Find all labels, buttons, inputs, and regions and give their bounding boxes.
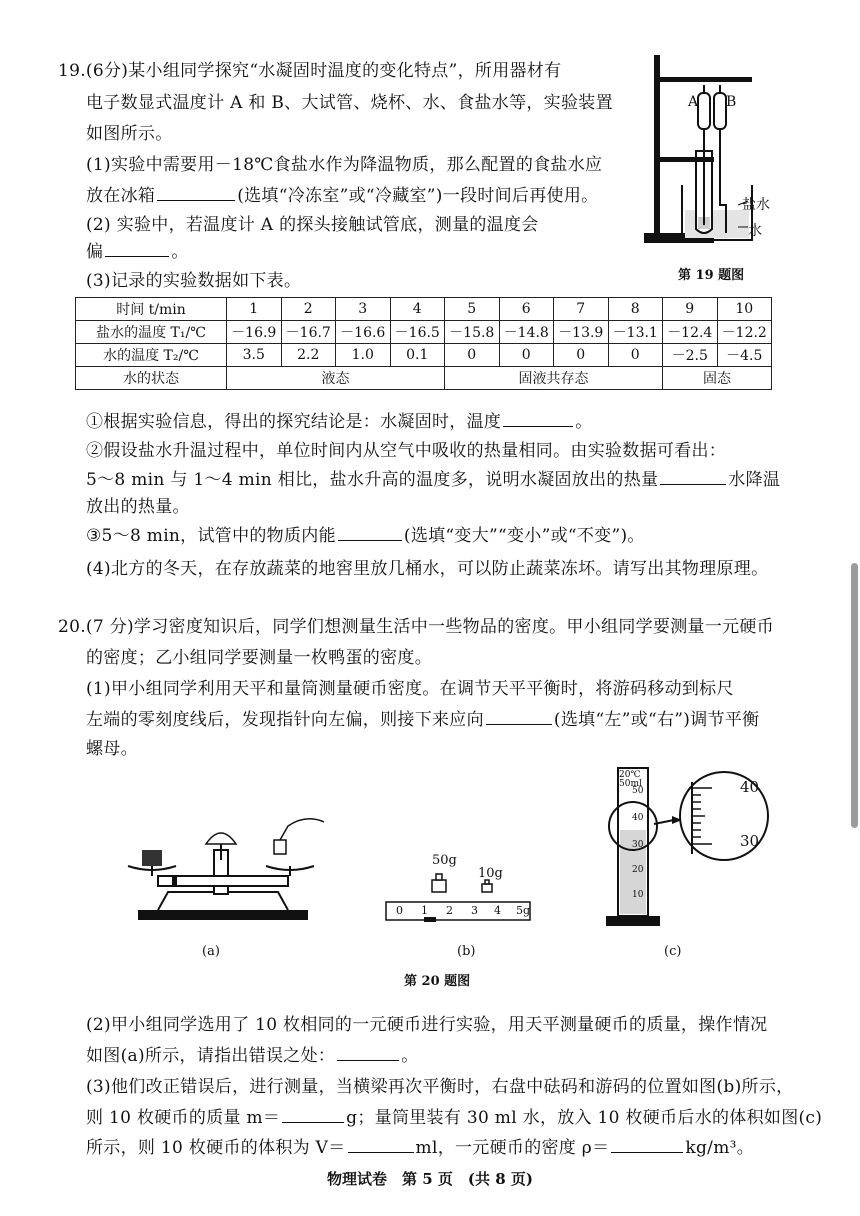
text: kg/m³。 <box>685 1138 755 1158</box>
figure-c-label: (c) <box>664 944 682 959</box>
table-cell: －4.5 <box>717 344 772 367</box>
cylinder-tick: 30 <box>632 840 644 850</box>
q19-line-2: 电子数显式温度计 A 和 B、大试管、烧杯、水、食盐水等，实验装置 <box>86 93 613 113</box>
table-cell: －13.1 <box>608 321 663 344</box>
answer-blank[interactable] <box>337 1042 399 1061</box>
water-label: 水 <box>748 223 762 239</box>
q19-part4-line: (4)北方的冬天，在存放蔬菜的地窖里放几桶水，可以防止蔬菜冻坏。请写出其物理原理。 <box>86 559 769 579</box>
text: ①根据实验信息，得出的探究结论是：水凝固时，温度 <box>86 412 502 432</box>
table-cell: 盐水的温度 T₁/℃ <box>76 321 227 344</box>
table-cell: －16.5 <box>390 321 445 344</box>
table-cell: －13.9 <box>554 321 609 344</box>
table-cell: 2.2 <box>281 344 336 367</box>
cylinder-tick: 20 <box>632 865 644 875</box>
table-cell: 10 <box>717 298 772 321</box>
q19-conclusion-3 <box>86 522 645 549</box>
q20-intro-b: 的密度；乙小组同学要测量一枚鸭蛋的密度。 <box>86 648 432 668</box>
figure-b-label: (b) <box>457 944 476 959</box>
scrollbar-thumb[interactable] <box>851 563 858 828</box>
table-cell: 0 <box>445 344 500 367</box>
text: 水降温 <box>728 470 781 490</box>
q19-conclusion-2c: 放出的热量。 <box>86 497 190 517</box>
scale-tick: 2 <box>446 904 453 917</box>
q19-conclusion-2b <box>86 466 780 493</box>
q19-part1-line-b <box>86 182 598 209</box>
table-cell: 6 <box>499 298 554 321</box>
table-cell: －12.2 <box>717 321 772 344</box>
text: 所示，则 10 枚硬币的体积为 V＝ <box>86 1138 346 1158</box>
rider-scale-figure <box>384 854 534 926</box>
data-table <box>75 297 772 390</box>
table-cell: 时间 t/min <box>76 298 227 321</box>
q19-part2-line-a: (2) 实验中，若温度计 A 的探头接触试管底，测量的温度会 <box>86 215 539 235</box>
brine-label: 盐水 <box>742 197 770 213</box>
q19-conclusion-1 <box>86 408 593 435</box>
text: 则 10 枚硬币的质量 m＝ <box>86 1108 281 1128</box>
scale-tick: 0 <box>396 904 403 917</box>
text: 5～8 min 与 1～4 min 相比，盐水升高的温度多，说明水凝固放出的热量 <box>86 470 659 490</box>
cylinder-tick: 10 <box>632 890 644 900</box>
table-row <box>76 298 772 321</box>
table-cell: 水的状态 <box>76 367 227 390</box>
table-cell: 0 <box>499 344 554 367</box>
answer-blank[interactable] <box>282 1104 344 1123</box>
q19-line-3: 如图所示。 <box>86 124 173 144</box>
q19-part1-line-a: (1)实验中需要用－18℃食盐水作为降温物质，那么配置的食盐水应 <box>86 155 603 175</box>
text: (选填“冷冻室”或“冷藏室”)一段时间后再使用。 <box>237 186 599 206</box>
table-cell: 0 <box>608 344 663 367</box>
text: 。 <box>575 412 593 432</box>
q19-part3-line: (3)记录的实验数据如下表。 <box>86 271 302 291</box>
answer-blank[interactable] <box>105 238 169 257</box>
balance-figure <box>128 800 328 925</box>
answer-blank[interactable] <box>486 706 552 725</box>
text: 如图(a)所示，请指出错误之处： <box>86 1046 336 1066</box>
table-row <box>76 344 772 367</box>
weight-50g-label: 50g <box>432 853 457 868</box>
table-cell: 3.5 <box>227 344 282 367</box>
answer-blank[interactable] <box>660 466 726 485</box>
thermometer-a-label: A <box>688 94 699 110</box>
cylinder-temp-label: 20℃ <box>619 770 641 780</box>
figure-20-caption: 第 20 题图 <box>404 974 471 989</box>
table-cell: 8 <box>608 298 663 321</box>
zoom-40-label: 40 <box>740 778 760 796</box>
answer-blank[interactable] <box>503 408 573 427</box>
table-row <box>76 321 772 344</box>
table-cell: －16.9 <box>227 321 282 344</box>
answer-blank[interactable] <box>348 1134 414 1153</box>
text: g；量筒里装有 30 ml 水，放入 10 枚硬币后水的体积如图(c) <box>346 1108 823 1128</box>
table-cell: 0 <box>554 344 609 367</box>
zoom-30-label: 30 <box>740 832 760 850</box>
scale-tick: 5g <box>516 904 531 917</box>
cylinder-tick: 50 <box>632 786 644 796</box>
table-cell: 0.1 <box>390 344 445 367</box>
text: ml，一元硬币的密度 ρ＝ <box>415 1138 610 1158</box>
scale-tick: 3 <box>471 904 478 917</box>
table-cell: 4 <box>390 298 445 321</box>
answer-blank[interactable] <box>338 522 402 541</box>
text: ③5～8 min，试管中的物质内能 <box>86 526 336 546</box>
q20-part1-c: 螺母。 <box>86 739 138 759</box>
table-cell: 1 <box>227 298 282 321</box>
cylinder-capacity-label: 50ml <box>619 779 642 789</box>
table-cell: 7 <box>554 298 609 321</box>
table-cell: 1.0 <box>336 344 391 367</box>
scale-tick: 1 <box>421 904 428 917</box>
text: 放在冰箱 <box>86 186 156 206</box>
answer-blank[interactable] <box>611 1134 683 1153</box>
table-cell: －12.4 <box>663 321 718 344</box>
table-cell: 液态 <box>227 367 445 390</box>
q20-part1-b <box>86 706 759 733</box>
figure-a-label: (a) <box>202 944 220 959</box>
cylinder-tick: 40 <box>632 813 644 823</box>
table-cell: －16.7 <box>281 321 336 344</box>
figure-19-caption: 第 19 题图 <box>678 268 745 283</box>
table-cell: 5 <box>445 298 500 321</box>
text: (选填“左”或“右”)调节平衡 <box>553 710 760 730</box>
table-cell: －14.8 <box>499 321 554 344</box>
q20-part2-a: (2)甲小组同学选用了 10 枚相同的一元硬币进行实验，用天平测量硬币的质量，操作情况 <box>86 1015 768 1035</box>
text: 偏 <box>86 242 104 262</box>
q20-intro-a: 20.(7 分)学习密度知识后，同学们想测量生活中一些物品的密度。甲小组同学要测量一元硬币 <box>58 617 775 637</box>
table-cell: －16.6 <box>336 321 391 344</box>
q19-line-1: 19.(6分)某小组同学探究“水凝固时温度的变化特点”，所用器材有 <box>58 61 562 81</box>
text: 左端的零刻度线后，发现指针向左偏，则接下来应向 <box>86 710 484 730</box>
answer-blank[interactable] <box>157 182 235 201</box>
table-cell: 固液共存态 <box>445 367 663 390</box>
q20-part1-a: (1)甲小组同学利用天平和量筒测量硬币密度。在调节天平平衡时，将游码移动到标尺 <box>86 679 734 699</box>
table-cell: 3 <box>336 298 391 321</box>
q20-part3-c <box>86 1134 754 1161</box>
q20-part3-a: (3)他们改正错误后，进行测量，当横梁再次平衡时，右盘中砝码和游码的位置如图(b)所示， <box>86 1077 794 1097</box>
q19-part2-line-b <box>86 238 189 265</box>
text: 。 <box>401 1046 419 1066</box>
table-row <box>76 367 772 390</box>
table-cell: －15.8 <box>445 321 500 344</box>
q20-part3-b <box>86 1104 822 1131</box>
text: (选填“变大”“变小”或“不变”)。 <box>403 526 645 546</box>
q19-conclusion-2a: ②假设盐水升温过程中，单位时间内从空气中吸收的热量相同。由实验数据可看出： <box>86 441 727 461</box>
table-cell: 水的温度 T₂/℃ <box>76 344 227 367</box>
page-footer: 物理试卷 第 5 页 (共 8 页) <box>327 1170 533 1188</box>
table-cell: 9 <box>663 298 718 321</box>
text: 。 <box>171 242 189 262</box>
table-cell: －2.5 <box>663 344 718 367</box>
weight-10g-label: 10g <box>478 866 503 881</box>
thermometer-b-label: B <box>726 94 737 110</box>
table-cell: 2 <box>281 298 336 321</box>
scale-tick: 4 <box>494 904 501 917</box>
table-cell: 固态 <box>663 367 772 390</box>
q20-part2-b <box>86 1042 419 1069</box>
